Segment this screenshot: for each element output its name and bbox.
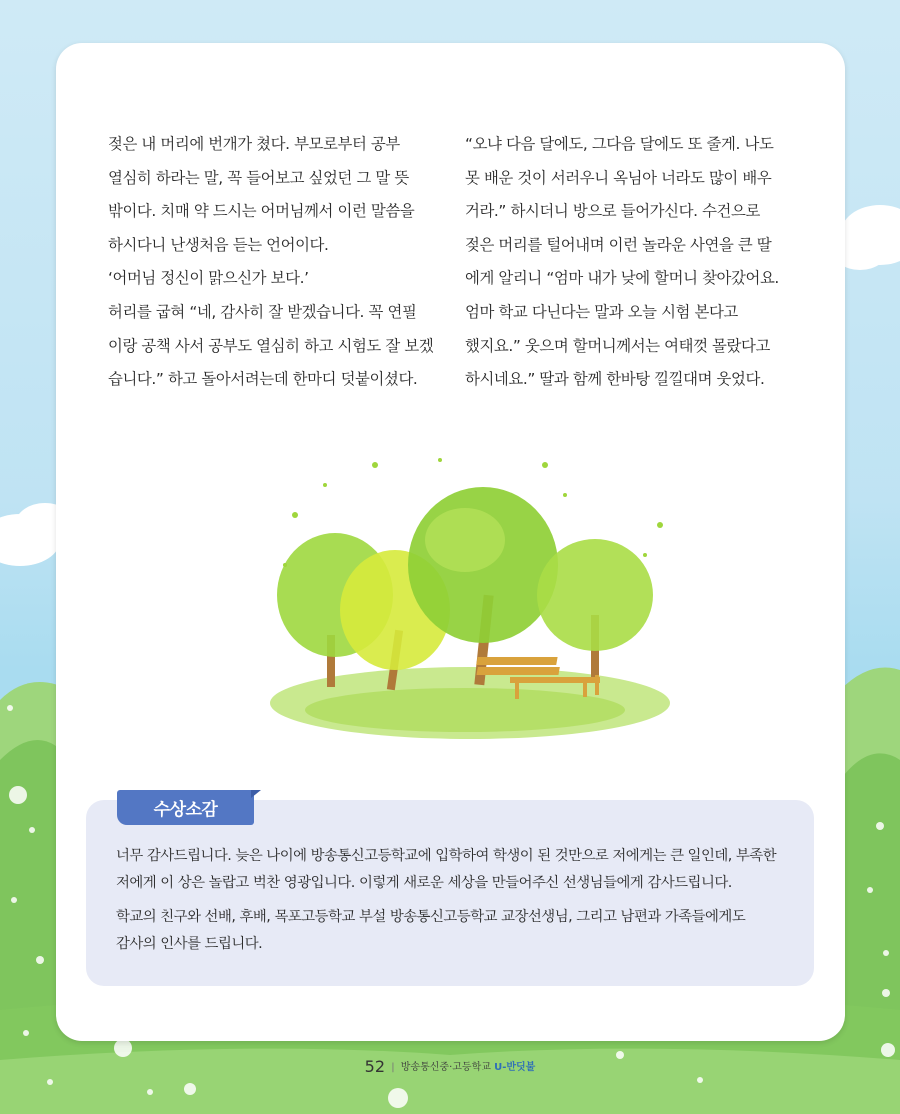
text-line: 이랑 공책 사서 공부도 열심히 하고 시험도 잘 보겠 <box>108 336 434 355</box>
story-left-column <box>108 128 438 397</box>
award-paragraph-1 <box>116 843 806 897</box>
award-paragraph-2 <box>116 904 806 958</box>
page-number: 52 <box>364 1057 386 1076</box>
text-line: 엄마 학교 다닌다는 말과 오늘 시험 본다고 <box>465 302 738 321</box>
award-speech-tab: 수상소감 <box>117 790 254 825</box>
text-line: 허리를 굽혀 “네, 감사히 잘 받겠습니다. 꼭 연필 <box>108 302 417 321</box>
text-line: 젖은 내 머리에 번개가 쳤다. 부모로부터 공부 <box>108 135 400 153</box>
tree-canopies <box>277 487 653 670</box>
text-line: ‘어머님 정신이 맑으신가 보다.’ <box>108 269 309 288</box>
text-line: 에게 알리니 “엄마 내가 낮에 할머니 찾아갔어요. <box>465 269 779 288</box>
text-line: 감사의 인사를 드립니다. <box>116 936 263 952</box>
text-line: 습니다.” 하고 돌아서려는데 한마디 덧붙이셨다. <box>108 370 418 389</box>
story-right-column <box>465 128 795 397</box>
text-line: 너무 감사드립니다. 늦은 나이에 방송통신고등학교에 입학하여 학생이 된 것만으로 저에게는 큰 일인데, 부족한 <box>116 848 777 864</box>
text-line: 열심히 하라는 말, 꼭 들어보고 싶었던 그 말 뜻 <box>108 168 409 187</box>
school-name: 방송통신중·고등학교 <box>400 1062 491 1073</box>
text-line: 하시네요.” 딸과 함께 한바탕 낄낄대며 웃었다. <box>465 370 765 389</box>
text-line: 밖이다. 치매 약 드시는 어머님께서 이런 말씀을 <box>108 202 415 221</box>
text-line: 학교의 친구와 선배, 후배, 목포고등학교 부설 방송통신고등학교 교장선생님, 그리고 남편과 가족들에게도 <box>116 909 746 925</box>
text-line: 했지요.” 웃으며 할머니께서는 여태껏 몰랐다고 <box>465 336 770 355</box>
trees-bench-illustration <box>265 445 675 745</box>
brand-name: U-반딧불 <box>494 1062 536 1073</box>
text-line: “오냐 다음 달에도, 그다음 달에도 또 줄게. 나도 <box>465 135 774 153</box>
text-line: 저에게 이 상은 놀랍고 벅찬 영광입니다. 이렇게 새로운 세상을 만들어주신 선생님들에게 감사드립니다. <box>116 875 732 891</box>
tab-fold <box>251 790 261 798</box>
footer-separator: | <box>391 1062 395 1073</box>
text-line: 거라.” 하시더니 방으로 들어가신다. 수건으로 <box>465 202 760 221</box>
page-footer <box>0 1057 900 1076</box>
text-line: 젖은 머리를 털어내며 이런 놀라운 사연을 큰 딸 <box>465 235 772 254</box>
text-line: 하시다니 난생처음 듣는 언어이다. <box>108 235 329 254</box>
text-line: 못 배운 것이 서러우니 옥님아 너라도 많이 배우 <box>465 168 772 187</box>
